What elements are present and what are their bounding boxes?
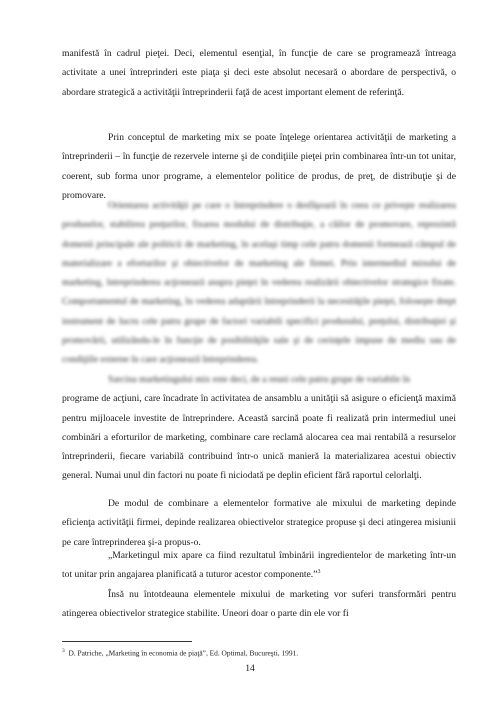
paragraph-quote — [62, 546, 456, 585]
blurred-lead-line: Sarcina marketingului mix este deci, de a reuni cele patru grupe de variabile în — [108, 374, 411, 385]
quote-text: „Marketingul mix apare ca fiind rezultatul îmbinării ingredientelor de marketing într-un tot unitar prin angajarea planificată a tuturor acestor componente.” — [62, 550, 456, 581]
footnote — [62, 646, 456, 658]
paragraph-marketing-mix-task — [62, 370, 456, 486]
paragraph-transformations: Însă nu întotdeauna elementele mixului de marketing vor suferi transformări pentru atingerea obiectivelor strategice stabilite. Uneori doar o parte din ele vor fi — [62, 589, 456, 620]
footnote-number: 3 — [62, 648, 65, 654]
paragraph-combination: De modul de combinare a elementelor formative ale mixului de marketing depinde eficienţa activităţii firmei, depinde realizarea obiectivelor strategice propuse şi deci atingerea misiunii pe care întreprinderea şi-a propus-o. — [62, 498, 456, 548]
paragraph-text: programe de acţiuni, care încadrate în activitatea de ansamblu a unităţii să asigure o eficienţă maximă pentru mijloacele investite de întreprindere. Această sarcină poate fi realizată prin intermediul unei combinări a eforturilor de marketing, combinare care reclamă alocarea cea mai rentabilă a resurselor întreprinderii, fiecare variabilă contribuind într-o unică manieră la materializarea acestui obiectiv general. Numai unul din factori nu poate fi niciodată pe deplin eficient fără raportul celorlalţi. — [62, 393, 456, 482]
paragraph-marketing-mix-concept: Prin conceptul de marketing mix se poate înţelege orientarea activităţii de marketing a întreprinderii – în funcţie de rezervele interne şi de condiţiile pieţei prin combinarea într-un tot unitar, coerent, sub forma unor programe, a elementelor politice de produs, de preţ, de distribuţie şi de promovare. — [62, 132, 456, 201]
paragraph-continuation: manifestă în cadrul pieţei. Deci, elementul esenţial, în funcţie de care se programează întreaga activitate a unei întreprinderi este piaţa şi deci este absolut necesară o abordare de perspectivă, o abordare strategică a activităţii întreprinderii faţă de acest important element de referinţă. — [62, 48, 456, 98]
footnote-divider — [62, 641, 192, 642]
page-number: 14 — [245, 663, 255, 674]
footnote-reference: 3 — [317, 569, 321, 576]
blurred-paragraph: Orientarea activităţii pe care o întreprindere o desfăşoară în ceea ce priveşte realizarea produselor, stabilirea preţurilor, fixarea modului de distribuţie, a căilor de promovare, reprezintă domenii principale ale politicii de marketing, în acelaşi timp cele patru domenii formează câmpul de materializare a eforturilor şi obiectivelor de marketing ale firmei. Prin intermediul mixului de marketing, întreprinderea acţionează asupra pieţei în vederea realizării obiectivelor strategice fixate. Comportamentul de marketing, în vederea adaptării întreprinderii la necesităţile pieţei, foloseşte drept instrument de lucru cele patru grupe de factori variabili specifici produsului, preţului, distribuţiei şi promovării, utilizându-le în funcţie de posibilităţile sale şi de cerinţele impuse de mediu sau de condiţiile externe în care acţionează întreprinderea. — [62, 200, 456, 366]
footnote-text: D. Patriche, „Marketing în economia de piaţă”, Ed. Optimal, Bucureşti, 1991. — [68, 648, 299, 658]
